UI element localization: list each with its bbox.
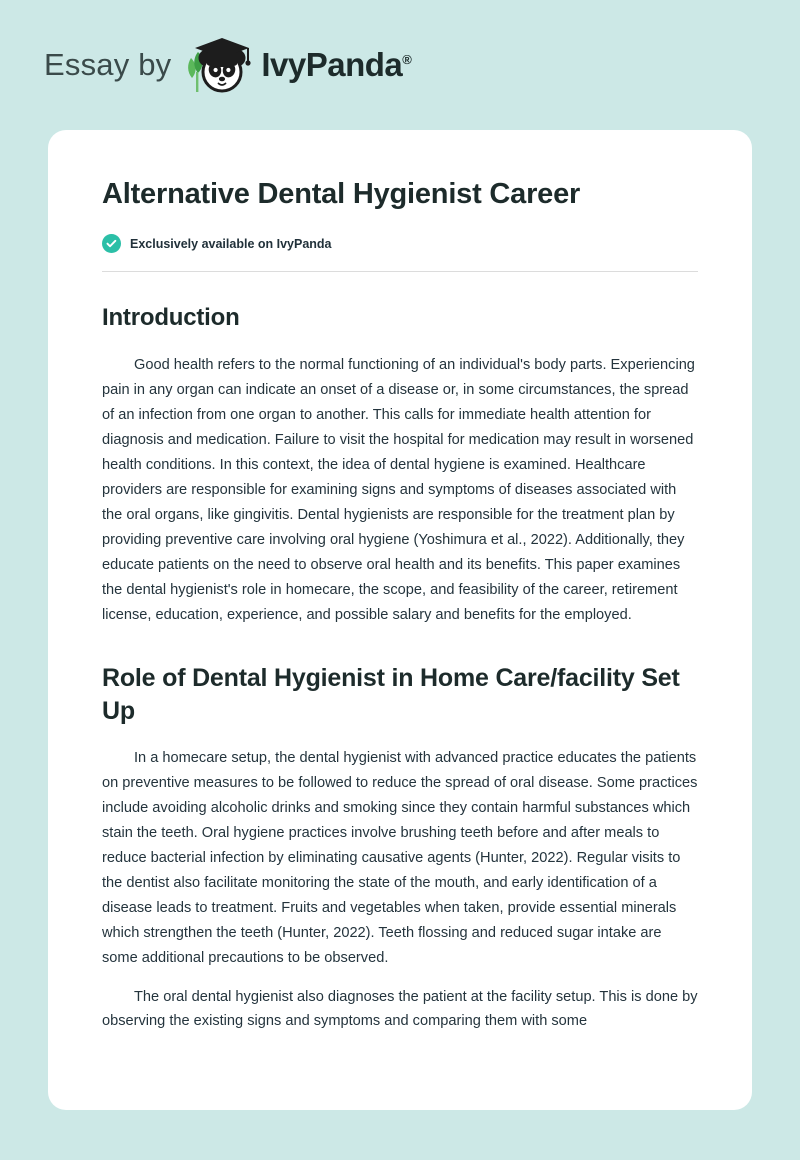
paragraph: In a homecare setup, the dental hygienist with advanced practice educates the patients on preventive measures to be followed to reduce the spread of oral disease. Some practices include avoiding alcoholic drinks and smoking since they contain harmful substances which stain the teeth. Oral hygiene practices involve brushing teeth before and after meals to reduce bacterial infection by eliminating causative agents (Hunter, 2022). Regular visits to the dentist also facilitate monitoring the state of the mouth, and early identification of a disease leads to treatment. Fruits and vegetables when taken, provide essential minerals which strengthen the teeth (Hunter, 2022). Teeth flossing and reduced sugar intake are some additional precautions to be observed. (102, 749, 698, 966)
ivypanda-logo[interactable] (181, 32, 411, 98)
section-heading-introduction: Introduction (102, 304, 240, 332)
essay-by-label: Essay by (44, 47, 172, 82)
section-heading-role-of-dental-hygienist: Role of Dental Hygienist in Home Care/facility Set Up (102, 663, 680, 725)
exclusive-badge (102, 234, 698, 253)
brand-name (261, 46, 411, 84)
page-header (0, 0, 800, 130)
document-card (48, 130, 752, 1110)
registered-trademark-symbol: ® (402, 52, 412, 67)
brand-name-text: IvyPanda (261, 46, 403, 83)
title-divider (102, 271, 698, 272)
brand-lockup[interactable] (44, 32, 411, 98)
exclusive-badge-label: Exclusively available on IvyPanda (130, 236, 332, 251)
panda-graduation-cap-icon (181, 32, 257, 98)
page-title: Alternative Dental Hygienist Career (102, 178, 581, 210)
check-circle-icon (102, 234, 121, 253)
paragraph: Good health refers to the normal functioning of an individual's body parts. Experiencing pain in any organ can indicate an onset of a disease or, in some circumstances, the spread of an infection from one organ to another. This calls for immediate health attention for diagnosis and medication. Failure to visit the hospital for medication may result in worsened health conditions. In this context, the idea of dental hygiene is examined. Healthcare providers are responsible for examining signs and symptoms of diseases associated with the oral organs, like gingivitis. Dental hygienists are responsible for the treatment plan by providing preventive care involving oral hygiene (Yoshimura et al., 2022). Additionally, they educate patients on the need to observe oral health and its benefits. This paper examines the dental hygienist's role in homecare, the scope, and feasibility of the career, retirement license, education, experience, and possible salary and benefits for the employed. (102, 357, 695, 623)
paragraph: The oral dental hygienist also diagnoses the patient at the facility setup. This is done by observing the existing signs and symptoms and comparing them with some (102, 988, 698, 1030)
